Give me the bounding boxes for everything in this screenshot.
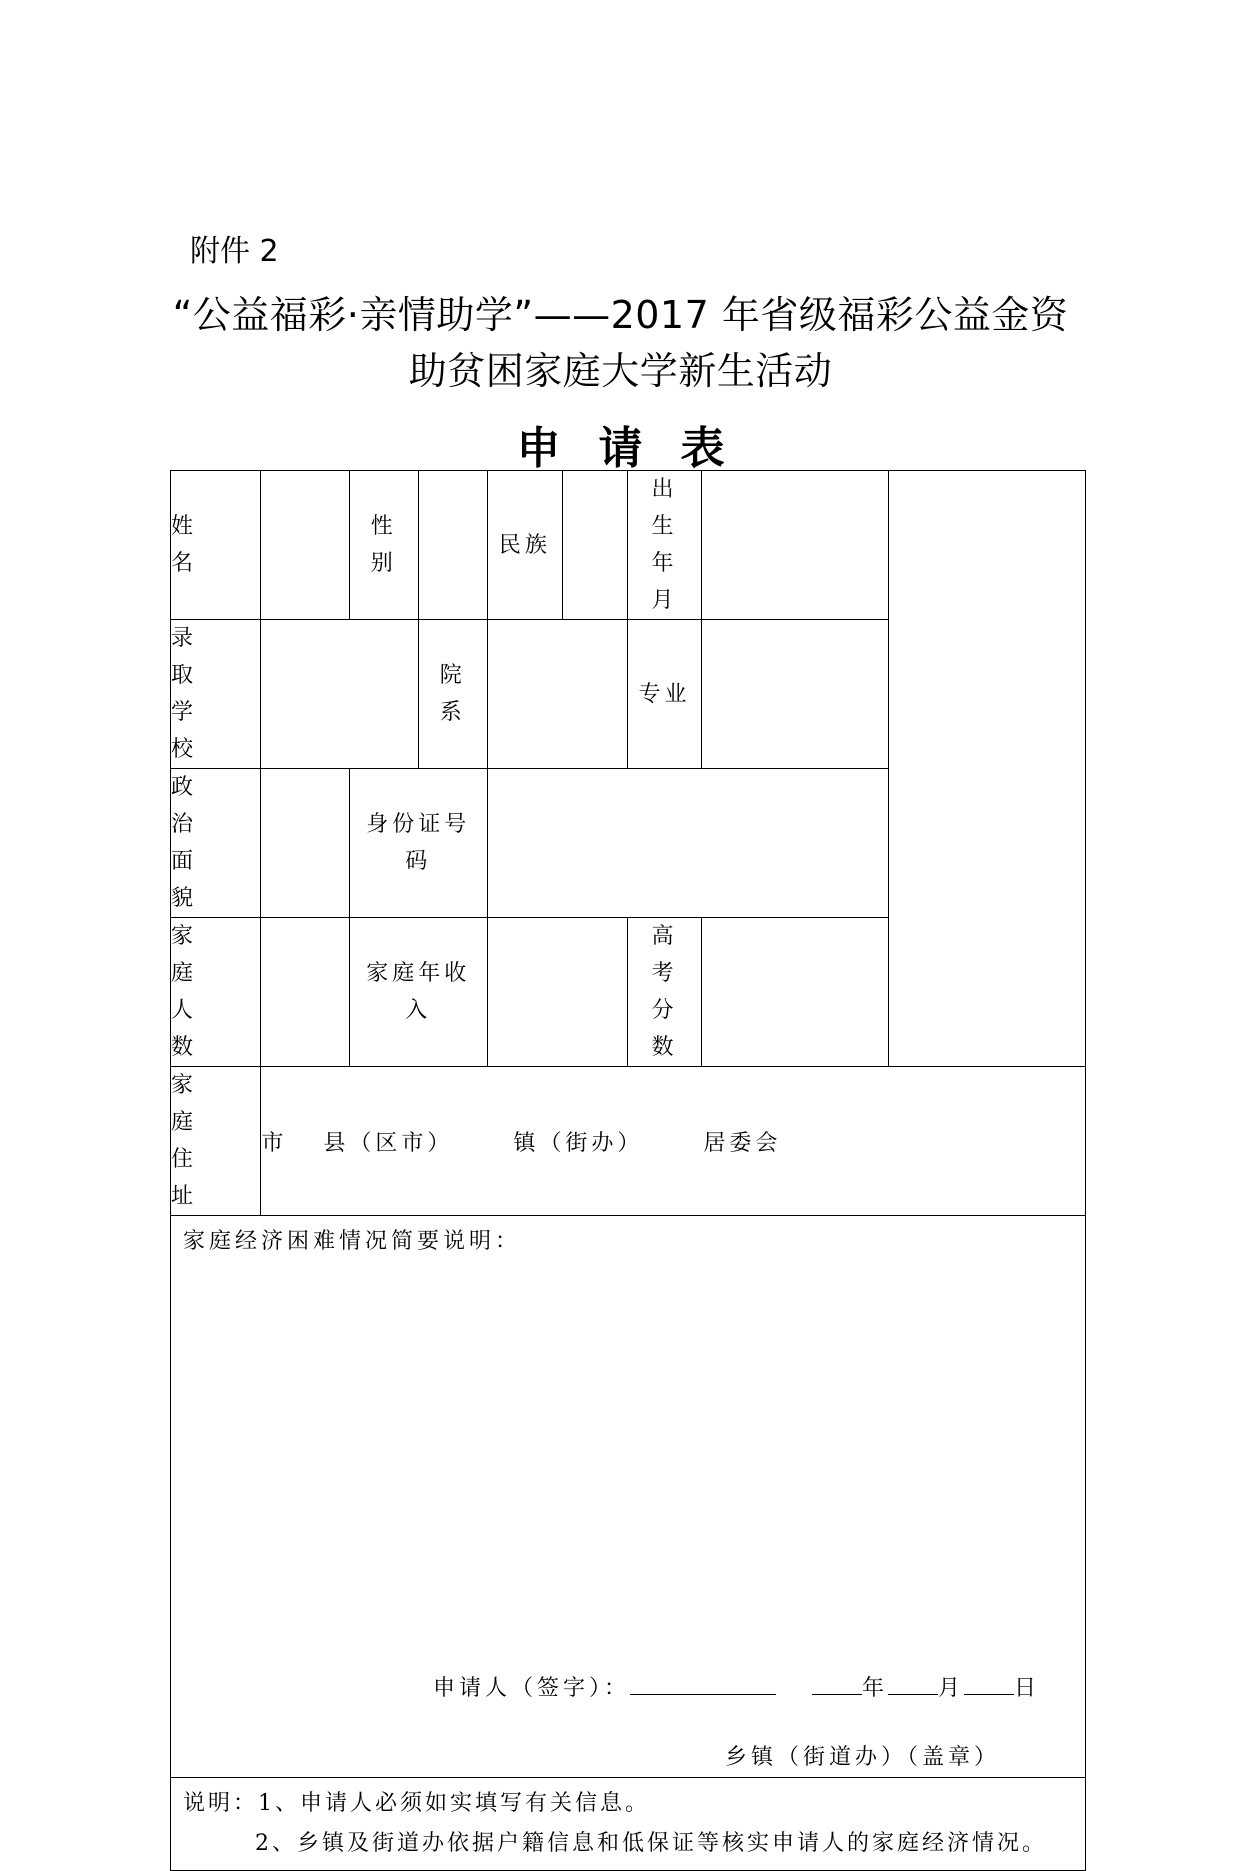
birth-field[interactable] [702,471,889,620]
photo-area[interactable] [888,471,1085,1067]
income-field[interactable] [487,918,627,1067]
address-county: 县（区市） [323,1130,454,1156]
department-field[interactable] [487,620,627,769]
seal-label: 乡镇（街道办）（盖章） [725,1745,1001,1770]
attachment-label: 附件 2 [190,234,279,269]
month-label: 月 [938,1676,965,1701]
gender-label: 性别 [349,471,418,620]
birth-label: 出生年月 [627,471,701,620]
household-size-label: 家庭人数 [171,918,261,1067]
political-field[interactable] [261,769,349,918]
application-form-table [170,470,1086,1871]
note-2: 2、乡镇及街道办依据户籍信息和低保证等核实申请人的家庭经济情况。 [255,1831,1047,1856]
gender-field[interactable] [418,471,487,620]
year-blank[interactable] [812,1670,862,1695]
score-field[interactable] [702,918,889,1067]
hardship-description-label: 家庭经济困难情况简要说明： [183,1229,522,1254]
score-label: 高考分数 [627,918,701,1067]
ethnicity-field[interactable] [562,471,627,620]
day-label: 日 [1014,1676,1041,1701]
signature-blank[interactable] [630,1670,776,1695]
note-1: 说明：1、申请人必须如实填写有关信息。 [183,1791,650,1816]
major-field[interactable] [702,620,889,769]
day-blank[interactable] [964,1670,1014,1695]
month-blank[interactable] [888,1670,938,1695]
applicant-signature-line [433,1670,1040,1702]
address-city: 市 [261,1130,288,1156]
address-label: 家庭住址 [171,1067,261,1216]
school-field[interactable] [261,620,418,769]
year-label: 年 [862,1676,889,1701]
name-label: 姓名 [171,471,261,620]
department-label: 院系 [418,620,487,769]
id-label: 身份证号码 [349,769,487,918]
name-field[interactable] [261,471,349,620]
document-title-line-1: “公益福彩·亲情助学”——2017 年省级福彩公益金资 [172,293,1069,337]
notes-section [171,1778,1086,1871]
income-label: 家庭年收入 [349,918,487,1067]
address-field[interactable] [261,1067,1086,1216]
household-size-field[interactable] [261,918,349,1067]
applicant-sign-label: 申请人（签字）： [433,1676,631,1701]
document-title-line-2: 助贫困家庭大学新生活动 [408,349,833,393]
hardship-description-area[interactable] [171,1216,1086,1778]
address-committee: 居委会 [703,1130,782,1156]
major-label: 专业 [627,620,701,769]
address-town: 镇（街办） [513,1130,644,1156]
ethnicity-label: 民族 [487,471,562,620]
id-field[interactable] [487,769,888,918]
school-label: 录取学校 [171,620,261,769]
political-label: 政治面貌 [171,769,261,918]
form-title: 申请表 [516,423,763,474]
